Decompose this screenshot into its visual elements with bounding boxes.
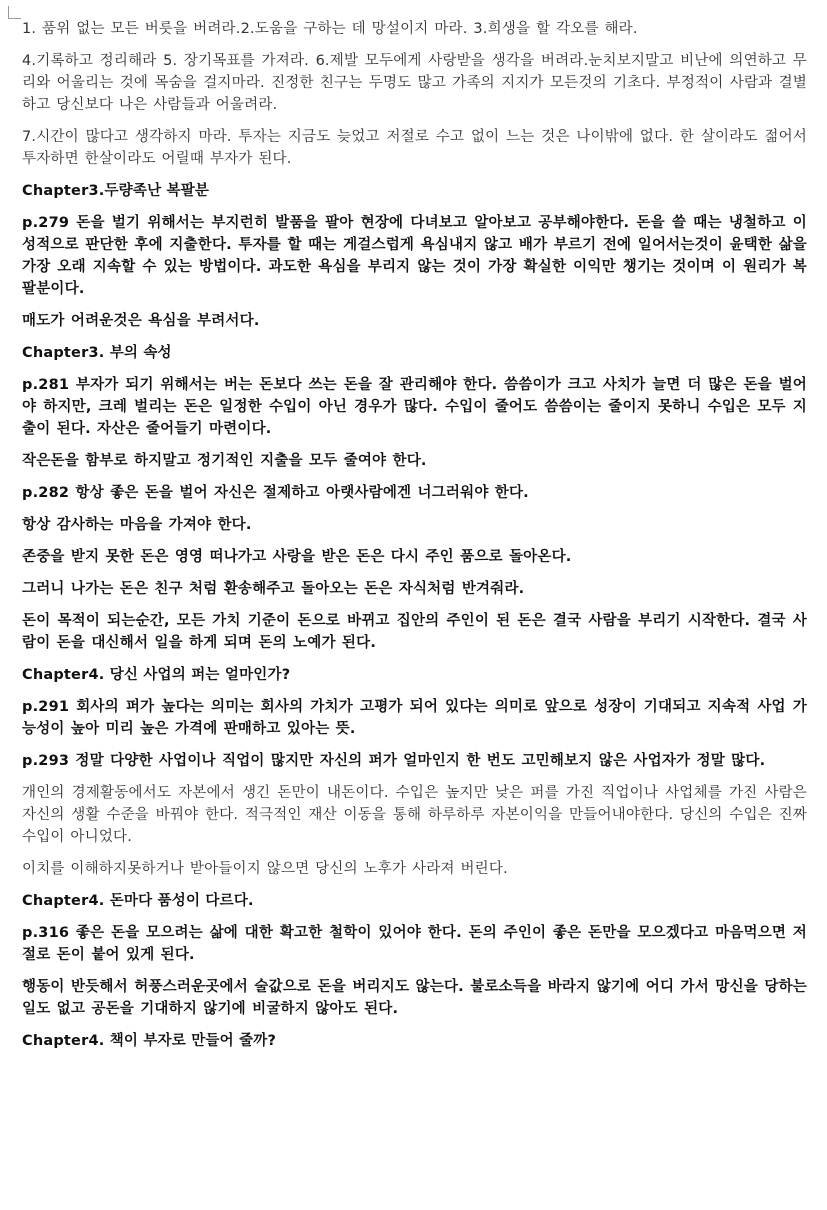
chapter-heading: Chapter3.두량족난 복팔분 xyxy=(22,183,210,199)
chapter-heading: Chapter4. 당신 사업의 퍼는 얼마인가? xyxy=(22,667,291,683)
paragraph-capital-income: 개인의 경제활동에서도 자본에서 생긴 돈만이 내돈이다. 수입은 높지만 낮은 퍼를 가진 직업이나 사업체를 가진 사람은 자신의 생활 수준을 바꿔야 한다. 적극적인 재산 이동을 통해 하루하루 자본이익을 만들어내야한다. 당신의 수입은 진짜 수입이 아니었다. xyxy=(22,785,807,845)
paragraph-rules-1-3: 1. 품위 없는 모든 버릇을 버려라.2.도움을 구하는 데 망설이지 마라. 3.희생을 할 각오를 해라. xyxy=(22,21,638,37)
paragraph-selling-greed: 매도가 어려운것은 욕심을 부려서다. xyxy=(22,313,260,329)
paragraph-rule-7: 7.시간이 많다고 생각하지 마라. 투자는 지금도 늦었고 저절로 수고 없이 느는 것은 나이밖에 없다. 한 살이라도 젊어서 투자하면 한살이라도 어릴때 부자가 된다. xyxy=(22,129,807,167)
paragraph-p281: p.281 부자가 되기 위해서는 버는 돈보다 쓰는 돈을 잘 관리해야 한다. 씀씀이가 크고 사치가 늘면 더 많은 돈을 벌어야 하지만, 크레 벌리는 돈은 일정한 수입이 아닌 경우가 많다. 수입이 줄어도 씀씀이는 줄이지 못하니 수입은 모두 지출이 된다. 자산은 줄어들기 마련이다. xyxy=(22,377,807,437)
paragraph-p282: p.282 항상 좋은 돈을 벌어 자신은 절제하고 아랫사람에겐 너그러워야 한다. xyxy=(22,485,529,501)
paragraph-p279: p.279 돈을 벌기 위해서는 부지런히 발품을 팔아 현장에 다녀보고 알아보고 공부해야한다. 돈을 쓸 때는 냉철하고 이성적으로 판단한 후에 지출한다. 투자를 할 때는 게걸스럽게 욕심내지 않고 배가 부르기 전에 일어서는것이 윤택한 삶을 가장 오래 지속할 수 있는 방법이다. 과도한 욕심을 부리지 않는 것이 가장 확실한 이익만 챙기는 것이며 이 원리가 복팔분이다. xyxy=(22,215,807,297)
paragraph-rules-4-6: 4.기록하고 정리해라 5. 장기목표를 가져라. 6.제발 모두에게 사랑받을 생각을 버려라.눈치보지말고 비난에 의연하고 무리와 어울리는 것에 목숨을 걸지마라. 진정한 친구는 두명도 많고 가족의 지지가 모든것의 기초다. 부정적이 사람과 결별하고 당신보다 나은 사람들과 어울려라. xyxy=(22,53,807,113)
paragraph-retirement: 이치를 이해하지못하거나 받아들이지 않으면 당신의 노후가 사라져 버린다. xyxy=(22,861,508,877)
paragraph-p291: p.291 회사의 퍼가 높다는 의미는 회사의 가치가 고평가 되어 있다는 의미로 앞으로 성장이 기대되고 지속적 사업 가능성이 높아 미리 높은 가격에 판매하고 있아는 뜻. xyxy=(22,699,807,737)
paragraph-gratitude: 항상 감사하는 마음을 가져야 한다. xyxy=(22,517,252,533)
paragraph-money-slave: 돈이 목적이 되는순간, 모든 가치 기준이 돈으로 바뀌고 집안의 주인이 된 돈은 결국 사람을 부리기 시작한다. 결국 사람이 돈을 대신해서 일을 하게 되며 돈의 노예가 된다. xyxy=(22,613,807,651)
paragraph-p316: p.316 좋은 돈을 모으려는 삶에 대한 확고한 철학이 있어야 한다. 돈의 주인이 좋은 돈만을 모으겠다고 마음먹으면 저절로 돈이 붙어 있게 된다. xyxy=(22,925,807,963)
paragraph-respect-money: 존중을 받지 못한 돈은 영영 떠나가고 사랑을 받은 돈은 다시 주인 품으로 돌아온다. xyxy=(22,549,572,565)
paragraph-small-money: 작은돈을 함부로 하지말고 정기적인 지출을 모두 줄여야 한다. xyxy=(22,453,427,469)
chapter-heading: Chapter3. 부의 속성 xyxy=(22,345,172,361)
paragraph-p293: p.293 정말 다양한 사업이나 직업이 많지만 자신의 퍼가 얼마인지 한 번도 고민해보지 않은 사업자가 정말 많다. xyxy=(22,753,766,769)
chapter-heading: Chapter4. 책이 부자로 만들어 줄까? xyxy=(22,1033,277,1049)
paragraph-send-off-money: 그러니 나가는 돈은 친구 처럼 환송해주고 돌아오는 돈은 자식처럼 반겨줘라. xyxy=(22,581,525,597)
page-corner-mark xyxy=(8,6,21,19)
paragraph-upright-behavior: 행동이 반듯해서 허풍스러운곳에서 술값으로 돈을 버리지도 않는다. 불로소득을 바라지 않기에 어디 가서 망신을 당하는 일도 없고 공돈을 기대하지 않기에 비굴하지 않아도 된다. xyxy=(22,979,807,1017)
chapter-heading: Chapter4. 돈마다 품성이 다르다. xyxy=(22,893,254,909)
